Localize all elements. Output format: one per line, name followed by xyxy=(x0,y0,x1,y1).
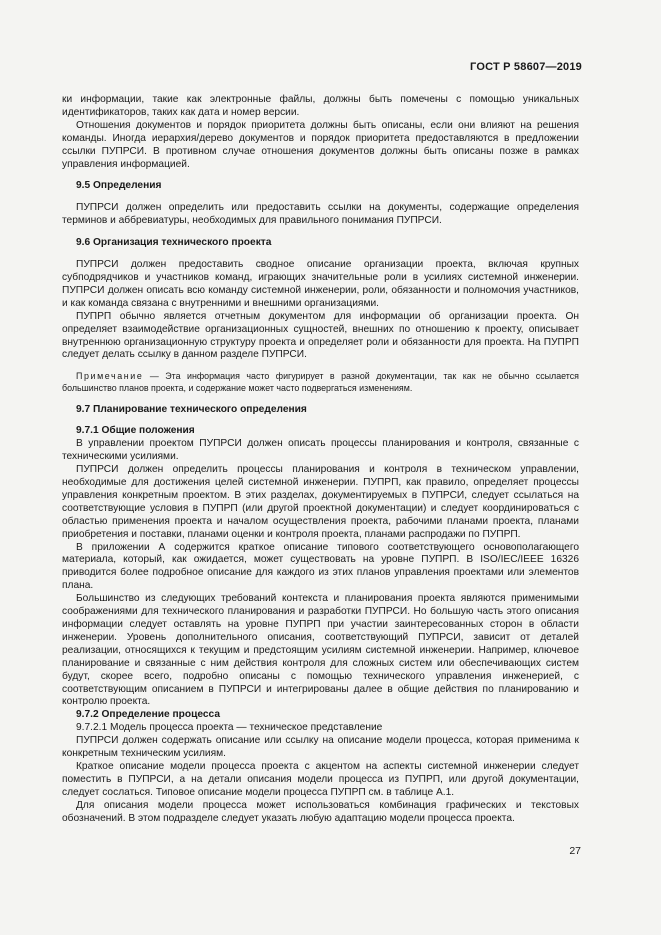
paragraph: Для описания модели процесса может использоваться комбинация графических и текстовых обозначений. В этом подразделе следует указать любую адаптацию модели процесса проекта. xyxy=(62,799,579,824)
paragraph: Большинство из следующих требований контекста и планирования проекта являются применимыми соображениями для технического планирования и разработки ПУПРСИ. Но большую часть этого описания информации следует оставлять на уровне ПУПРП при участии заинтересованных сторон в области инженерии. Уровень дополнительного описания, соответствующий ПУПРСИ, зависит от деталей реализации, относящихся к текущим и предстоящим усилиям системной инженерии. Например, ключевое планирование и связанные с ним действия контроля для сложных систем или обеспечивающих систем будут, скорее всего, подробно описаны с помощью технического управления инженерией, с соответствующим описанием в ПУПРСИ и интегрированы далее в общие действия по планированию и контролю проекта. xyxy=(62,593,579,708)
section-heading-9-7: 9.7 Планирование технического определения xyxy=(76,403,307,415)
paragraph: ПУПРП обычно является отчетным документом для информации об организации проекта. Он определяет взаимодействие организационных сущностей, внешних по отношению к проекту, описывает внутреннюю организационную структуру проекта и определяет роли и обязанности для проекта. На ПУПРП следует делать ссылку в данном разделе ПУПРСИ. xyxy=(62,310,579,361)
note-text: — Эта информация часто фигурирует в разной документации, так как не обычно ссылается большинство планов проекта, и содержание может часто подвергаться изменениям. xyxy=(62,371,579,393)
paragraph: ПУПРСИ должен определить процессы планирования и контроля в техническом управлении, необходимые для достижения целей системной инженерии. ПУПРП, как правило, определяет процессы управления конкретным проектом. В этих разделах, документируемых в ПУПРСИ, следует ссылаться на соответствующие условия в ПУПРП (или другой проектной документации) и следует координироваться с областью применения проекта и началом осуществления проекта, рабочими планами проекта, планами приобретения и поставки, планами оценки и контроля проекта, планами распродажи по ПУПРП. xyxy=(62,464,579,540)
paragraph: В управлении проектом ПУПРСИ должен описать процессы планирования и контроля, связанные с техническими усилиями. xyxy=(62,438,579,463)
paragraph: Отношения документов и порядок приоритета должны быть описаны, если они влияют на решения команды. Иногда иерархия/дерево документов и порядок приоритета предоставляются в предложении ссылки ПУПРСИ. В противном случае отношения документов должны быть описаны позже в рамках управления информацией. xyxy=(62,119,579,170)
note-label: Примечание xyxy=(76,371,144,382)
standard-designation: ГОСТ Р 58607—2019 xyxy=(470,61,582,73)
subsection-heading-9-7-1: 9.7.1 Общие положения xyxy=(76,425,195,437)
section-heading-9-5: 9.5 Определения xyxy=(76,180,162,192)
note xyxy=(62,371,579,394)
paragraph: ПУПРСИ должен определить или предоставить ссылки на документы, содержащие определения терминов и аббревиатуры, необходимых для правильного понимания ПУПРСИ. xyxy=(62,202,579,227)
page-number: 27 xyxy=(569,845,581,857)
paragraph: Краткое описание модели процесса проекта с акцентом на аспекты системной инженерии следует поместить в ПУПРСИ, а на детали описания модели процесса из ПУПРП, или другой документации, следует сослаться. Типовое описание модели процесса ПУПРП см. в таблице А.1. xyxy=(62,760,579,798)
subsubsection-heading-9-7-2-1: 9.7.2.1 Модель процесса проекта — техническое представление xyxy=(76,722,383,734)
paragraph: ПУПРСИ должен содержать описание или ссылку на описание модели процесса, которая применима к конкретным техническим усилиям. xyxy=(62,735,579,760)
paragraph: ПУПРСИ должен предоставить сводное описание организации проекта, включая крупных субподрядчиков и участников команд, играющих значительные роли в усилиях системной инженерии. ПУПРСИ должен описать всю команду системной инженерии, роли, обязанности и полномочия участников, и как команда связана с внутренними и внешними организациями. xyxy=(62,259,579,309)
subsection-heading-9-7-2: 9.7.2 Определение процесса xyxy=(76,709,221,721)
section-heading-9-6: 9.6 Организация технического проекта xyxy=(76,237,272,249)
paragraph: ки информации, такие как электронные файлы, должны быть помечены с помощью уникальных идентификаторов, таких как дата и номер версии. xyxy=(62,94,579,118)
page-body xyxy=(62,94,579,826)
paragraph: В приложении А содержится краткое описание типового соответствующего основополагающего материала, который, как ожидается, может существовать на уровне ПУПРП. В ISO/IEC/IEEE 16326 приводится более подробное описание для каждого из этих планов управления проектами или элементов плана. xyxy=(62,541,579,592)
